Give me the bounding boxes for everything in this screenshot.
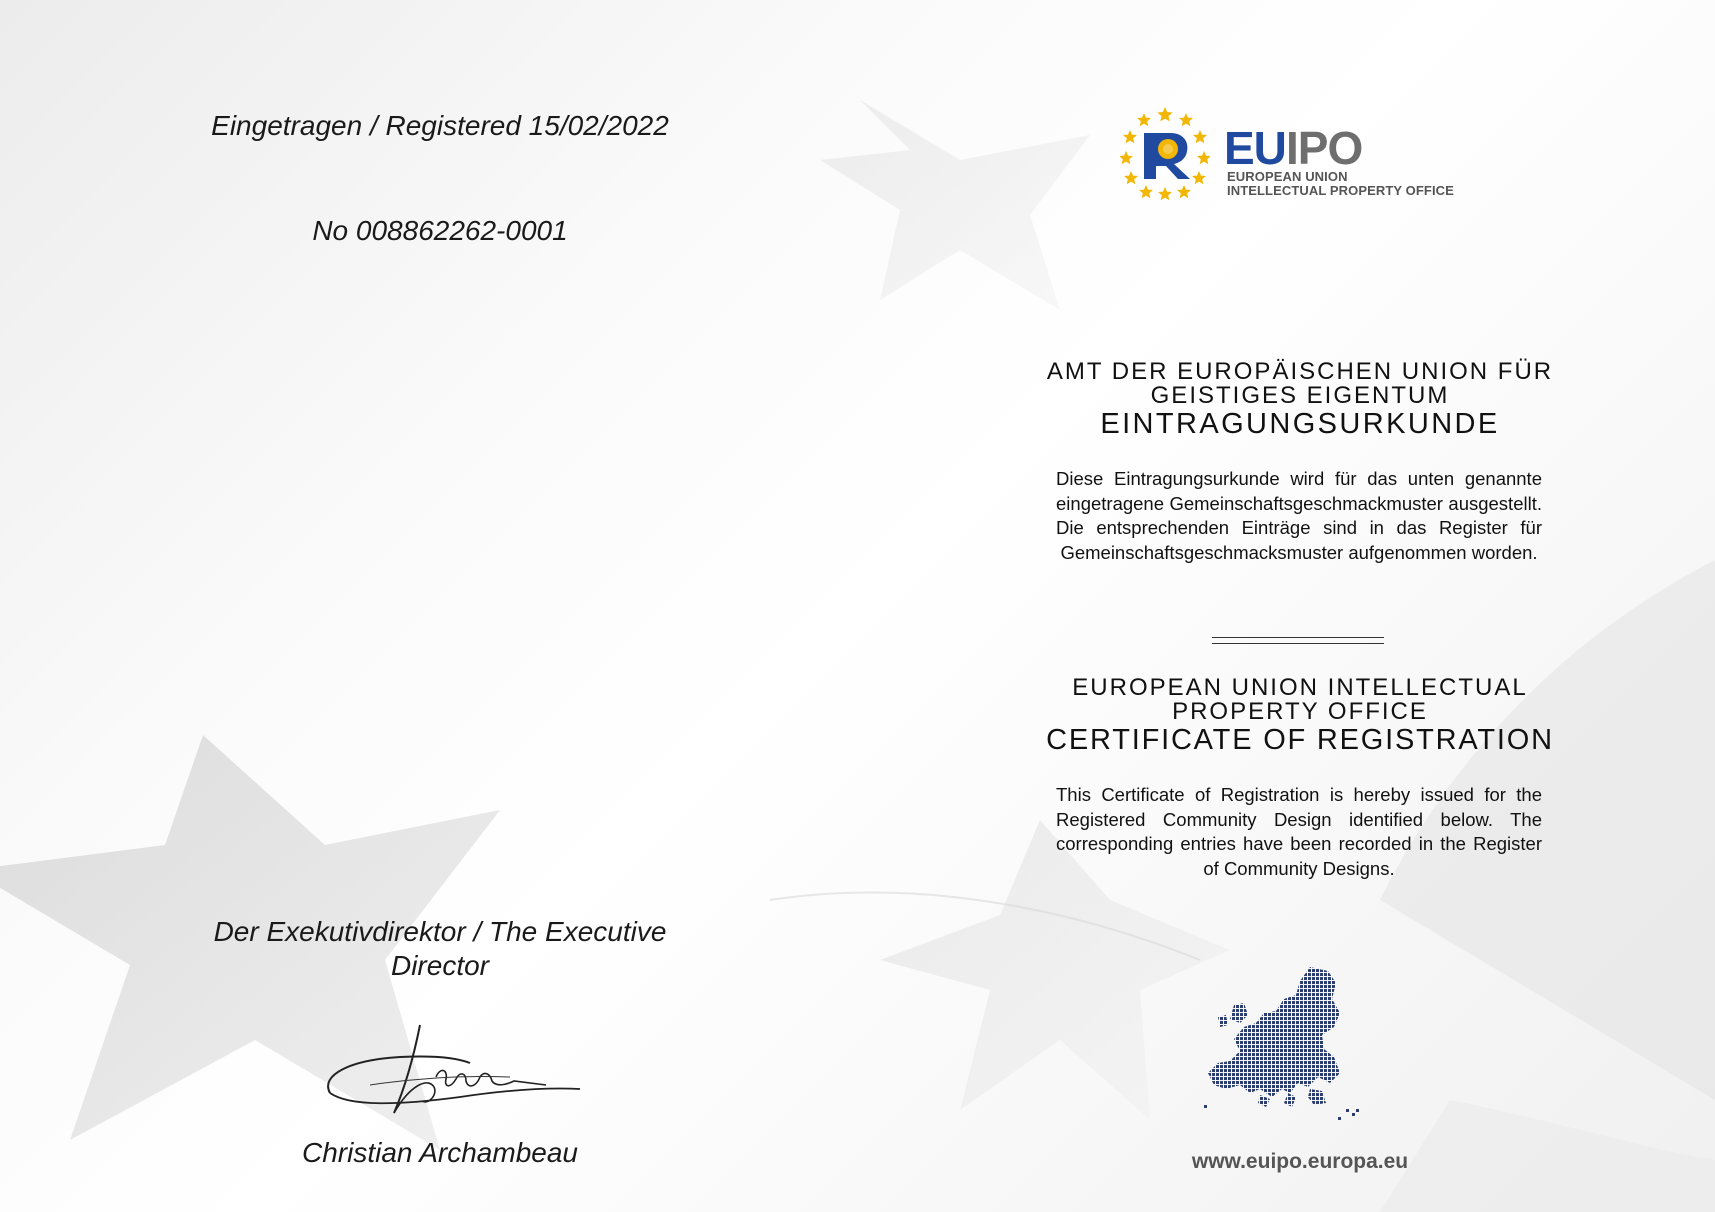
english-certificate-title: CERTIFICATE OF REGISTRATION [1046,724,1554,756]
english-body-text: This Certificate of Registration is hereby issued for the Registered Community Design identified below. The corresponding entries have been recorded in the Register of Community Designs. [1056,784,1542,879]
registration-number: No 008862262-0001 [312,215,568,246]
euipo-star-ring-icon [1120,105,1210,201]
german-body-text: Diese Eintragungsurkunde wird für das unten genannte eingetragene Gemeinschaftsgeschmackmuster ausgestellt. Die entsprechenden Einträge sind in das Register für Gemeinschaftsgeschmacksmuster aufgenommen worden. [1056,468,1542,563]
logo-ipo-text: IPO [1286,122,1363,174]
german-certificate-title: EINTRAGUNGSURKUNDE [1100,408,1500,440]
logo-subtitle-line2: INTELLECTUAL PROPERTY OFFICE [1227,183,1454,198]
english-heading-line2: PROPERTY OFFICE [1172,698,1428,725]
section-divider [1212,637,1384,644]
website-link[interactable]: www.euipo.europa.eu [1191,1150,1409,1173]
europe-dotted-map-icon [1200,965,1370,1135]
director-signature [310,1015,590,1125]
german-heading-line1: AMT DER EUROPÄISCHEN UNION FÜR [1046,358,1554,385]
euipo-logo [1120,105,1460,205]
logo-subtitle-line1: EUROPEAN UNION [1227,169,1348,184]
english-heading-line1: EUROPEAN UNION INTELLECTUAL [1072,674,1528,701]
logo-eu-text: EU [1224,122,1286,174]
director-name: Christian Archambeau [302,1137,578,1168]
german-heading-line2: GEISTIGES EIGENTUM [1150,382,1450,409]
director-title: Der Exekutivdirektor / The Executive Director [213,916,667,981]
registered-date: Eingetragen / Registered 15/02/2022 [211,110,669,141]
